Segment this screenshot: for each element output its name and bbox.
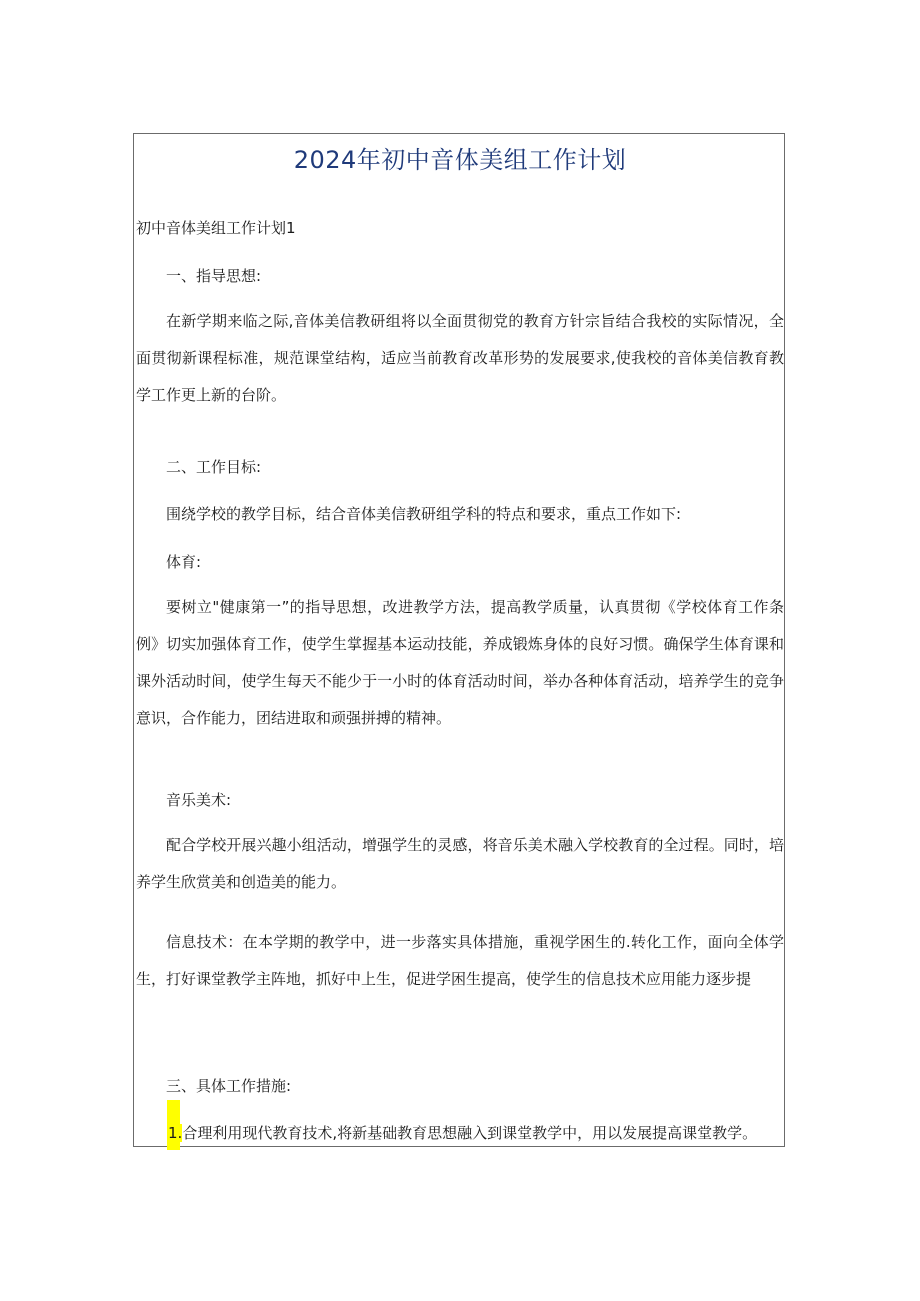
list-item-1-text: 合理利用现代教育技术,将新基础教育思想融入到课堂教学中，用以发展提高课堂教学。 [182,1124,758,1142]
section-2-heading: 二、工作目标: [166,458,262,476]
document-title: 2024年初中音体美组工作计划 [293,146,627,174]
it-paragraph: 信息技术：在本学期的教学中，进一步落实具体措施，重视学困生的.转化工作，面向全体学生，打好课堂教学主阵地，抓好中上生，促进学困生提高，使学生的信息技术应用能力逐步提 [136,933,784,988]
art-paragraph: 配合学校开展兴趣小组活动，增强学生的灵感，将音乐美术融入学校教育的全过程。同时，培养学生欣赏美和创造美的能力。 [136,836,784,891]
section-3-heading: 三、具体工作措施: [166,1077,292,1095]
list-item-1-number: 1. [168,1124,183,1142]
pe-paragraph: 要树立"健康第一”的指导思想，改进教学方法，提高教学质量，认真贯彻《学校体育工作条例》切实加强体育工作，使学生掌握基本运动技能，养成锻炼身体的良好习惯。确保学生体育课和课外活动时间，使学生每天不能少于一小时的体育活动时间，举办各种体育活动，培养学生的竞争意识，合作能力，团结进取和顽强拼搏的精神。 [136,598,784,727]
art-heading: 音乐美术: [166,791,232,809]
section-1-heading: 一、指导思想: [166,267,262,285]
document-subtitle: 初中音体美组工作计划1 [136,219,296,237]
section-1-paragraph: 在新学期来临之际,音体美信教研组将以全面贯彻党的教育方针宗旨结合我校的实际情况，全面贯彻新课程标准，规范课堂结构，适应当前教育改革形势的发展要求,使我校的音体美信教育教学工作更上新的台阶。 [136,312,784,404]
list-item-1 [168,1123,757,1143]
pe-heading: 体育: [166,553,202,571]
section-2-intro: 围绕学校的教学目标，结合音体美信教研组学科的特点和要求，重点工作如下: [166,505,682,523]
